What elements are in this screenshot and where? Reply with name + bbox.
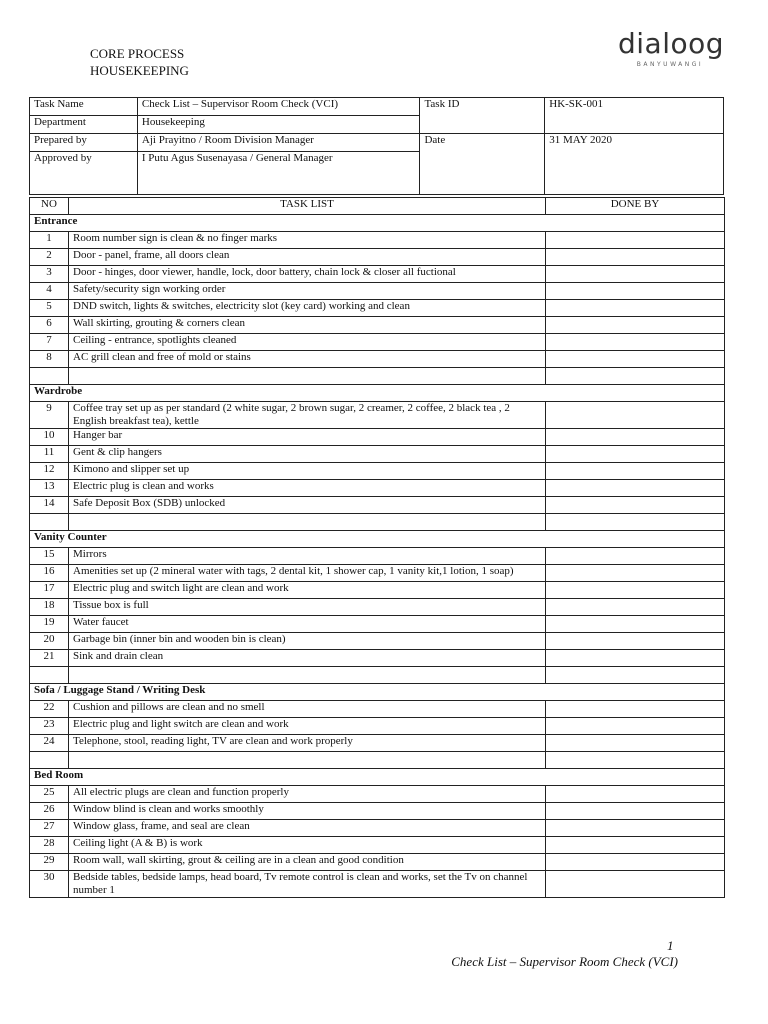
task-id-value: HK-SK-001 [545,98,724,134]
company-logo [618,27,725,68]
section-row [30,385,725,402]
task-name-value: Check List – Supervisor Room Check (VCI) [137,98,420,116]
done-by-cell[interactable] [546,300,725,317]
empty-cell [546,752,725,769]
column-header-no: NO [30,198,69,215]
table-row [30,497,725,514]
table-row [30,480,725,497]
item-task: Garbage bin (inner bin and wooden bin is clean) [69,633,546,650]
item-number: 27 [30,820,69,837]
item-number: 21 [30,650,69,667]
item-task: Sink and drain clean [69,650,546,667]
done-by-cell[interactable] [546,429,725,446]
empty-cell [69,514,546,531]
page-number: 1 [667,938,674,953]
section-row [30,684,725,701]
empty-cell [30,752,69,769]
done-by-cell[interactable] [546,854,725,871]
section-title: Entrance [30,215,725,232]
item-task: All electric plugs are clean and function properly [69,786,546,803]
table-row [30,599,725,616]
approved-by-value: I Putu Agus Susenayasa / General Manager [137,152,420,195]
empty-cell [69,667,546,684]
table-row [30,718,725,735]
item-number: 9 [30,402,69,429]
task-id-label: Task ID [420,98,545,134]
item-number: 12 [30,463,69,480]
spacer-row [30,752,725,769]
item-task: Window blind is clean and works smoothly [69,803,546,820]
table-row [30,837,725,854]
table-row [30,351,725,368]
item-number: 20 [30,633,69,650]
item-task: Door - panel, frame, all doors clean [69,249,546,266]
table-row [30,633,725,650]
done-by-cell[interactable] [546,735,725,752]
item-task: Bedside tables, bedside lamps, head board, Tv remote control is clean and works, set the Tv on channel number 1 [69,871,546,898]
item-task: Room wall, wall skirting, grout & ceiling are in a clean and good condition [69,854,546,871]
item-number: 2 [30,249,69,266]
logo-subtitle: BANYUWANGI [636,61,704,68]
done-by-cell[interactable] [546,497,725,514]
table-row [30,820,725,837]
item-number: 19 [30,616,69,633]
item-number: 3 [30,266,69,283]
item-number: 8 [30,351,69,368]
footer-title: Check List – Supervisor Room Check (VCI) [451,954,678,969]
done-by-cell[interactable] [546,786,725,803]
done-by-cell[interactable] [546,446,725,463]
table-row [30,429,725,446]
section-title: Wardrobe [30,385,725,402]
item-task: DND switch, lights & switches, electricity slot (key card) working and clean [69,300,546,317]
table-row [30,701,725,718]
section-title: Sofa / Luggage Stand / Writing Desk [30,684,725,701]
item-task: Safety/security sign working order [69,283,546,300]
done-by-cell[interactable] [546,402,725,429]
document-header [90,45,189,79]
item-number: 24 [30,735,69,752]
item-number: 30 [30,871,69,898]
item-task: Gent & clip hangers [69,446,546,463]
item-task: Amenities set up (2 mineral water with tags, 2 dental kit, 1 shower cap, 1 vanity kit,1 lotion, 1 soap) [69,565,546,582]
done-by-cell[interactable] [546,837,725,854]
done-by-cell[interactable] [546,266,725,283]
empty-cell [30,667,69,684]
empty-cell [546,514,725,531]
item-number: 1 [30,232,69,249]
table-row [30,871,725,898]
table-row [30,786,725,803]
item-number: 28 [30,837,69,854]
department-value: Housekeeping [137,116,420,134]
table-row [30,249,725,266]
done-by-cell[interactable] [546,650,725,667]
section-row [30,769,725,786]
item-task: Cushion and pillows are clean and no smell [69,701,546,718]
prepared-by-value: Aji Prayitno / Room Division Manager [137,134,420,152]
date-label: Date [420,134,545,195]
header-line-2: HOUSEKEEPING [90,63,189,78]
item-number: 29 [30,854,69,871]
item-task: Wall skirting, grouting & corners clean [69,317,546,334]
item-task: Electric plug and switch light are clean and work [69,582,546,599]
item-number: 23 [30,718,69,735]
table-row [30,735,725,752]
table-row [30,232,725,249]
item-number: 5 [30,300,69,317]
column-header-done: DONE BY [546,198,725,215]
done-by-cell[interactable] [546,548,725,565]
table-row [30,565,725,582]
item-number: 4 [30,283,69,300]
task-list-body [30,215,725,898]
table-row [30,582,725,599]
approved-by-label: Approved by [30,152,138,195]
item-task: Ceiling - entrance, spotlights cleaned [69,334,546,351]
section-title: Bed Room [30,769,725,786]
item-task: Electric plug is clean and works [69,480,546,497]
item-task: AC grill clean and free of mold or stains [69,351,546,368]
done-by-cell[interactable] [546,480,725,497]
done-by-cell[interactable] [546,283,725,300]
prepared-by-label: Prepared by [30,134,138,152]
empty-cell [30,368,69,385]
item-number: 18 [30,599,69,616]
table-row [30,446,725,463]
section-row [30,531,725,548]
item-task: Mirrors [69,548,546,565]
spacer-row [30,368,725,385]
table-row [30,548,725,565]
table-row [30,300,725,317]
item-task: Water faucet [69,616,546,633]
table-row [30,402,725,429]
task-info-table [29,97,724,195]
done-by-cell[interactable] [546,633,725,650]
empty-cell [69,368,546,385]
spacer-row [30,667,725,684]
done-by-cell[interactable] [546,820,725,837]
done-by-cell[interactable] [546,334,725,351]
item-number: 17 [30,582,69,599]
item-task: Window glass, frame, and seal are clean [69,820,546,837]
item-number: 16 [30,565,69,582]
item-number: 7 [30,334,69,351]
done-by-cell[interactable] [546,582,725,599]
item-task: Ceiling light (A & B) is work [69,837,546,854]
item-number: 26 [30,803,69,820]
item-number: 22 [30,701,69,718]
done-by-cell[interactable] [546,565,725,582]
done-by-cell[interactable] [546,317,725,334]
task-list-table [29,197,725,898]
done-by-cell[interactable] [546,351,725,368]
item-task: Door - hinges, door viewer, handle, lock, door battery, chain lock & closer all fuctional [69,266,546,283]
done-by-cell[interactable] [546,249,725,266]
done-by-cell[interactable] [546,232,725,249]
item-number: 11 [30,446,69,463]
section-row [30,215,725,232]
department-label: Department [30,116,138,134]
column-header-task: TASK LIST [69,198,546,215]
done-by-cell[interactable] [546,701,725,718]
item-number: 15 [30,548,69,565]
task-list-header-row [30,198,725,215]
done-by-cell[interactable] [546,718,725,735]
done-by-cell[interactable] [546,803,725,820]
item-number: 14 [30,497,69,514]
item-task: Tissue box is full [69,599,546,616]
table-row [30,317,725,334]
date-value: 31 MAY 2020 [545,134,724,195]
item-task: Safe Deposit Box (SDB) unlocked [69,497,546,514]
item-task: Hanger bar [69,429,546,446]
table-row [30,266,725,283]
spacer-row [30,514,725,531]
item-task: Electric plug and light switch are clean and work [69,718,546,735]
done-by-cell[interactable] [546,599,725,616]
empty-cell [69,752,546,769]
logo-wordmark: dialoog [618,27,725,60]
item-task: Room number sign is clean & no finger marks [69,232,546,249]
item-task: Kimono and slipper set up [69,463,546,480]
item-number: 25 [30,786,69,803]
table-row [30,803,725,820]
section-title: Vanity Counter [30,531,725,548]
done-by-cell[interactable] [546,616,725,633]
item-number: 6 [30,317,69,334]
empty-cell [546,667,725,684]
header-line-1: CORE PROCESS [90,46,185,61]
empty-cell [546,368,725,385]
done-by-cell[interactable] [546,871,725,898]
done-by-cell[interactable] [546,463,725,480]
item-number: 13 [30,480,69,497]
table-row [30,650,725,667]
table-row [30,334,725,351]
item-task: Coffee tray set up as per standard (2 white sugar, 2 brown sugar, 2 creamer, 2 coffee, 2 black tea , 2 English breakfast tea), kettle [69,402,546,429]
empty-cell [30,514,69,531]
task-name-label: Task Name [30,98,138,116]
item-task: Telephone, stool, reading light, TV are clean and work properly [69,735,546,752]
table-row [30,616,725,633]
table-row [30,283,725,300]
table-row [30,854,725,871]
item-number: 10 [30,429,69,446]
table-row [30,463,725,480]
